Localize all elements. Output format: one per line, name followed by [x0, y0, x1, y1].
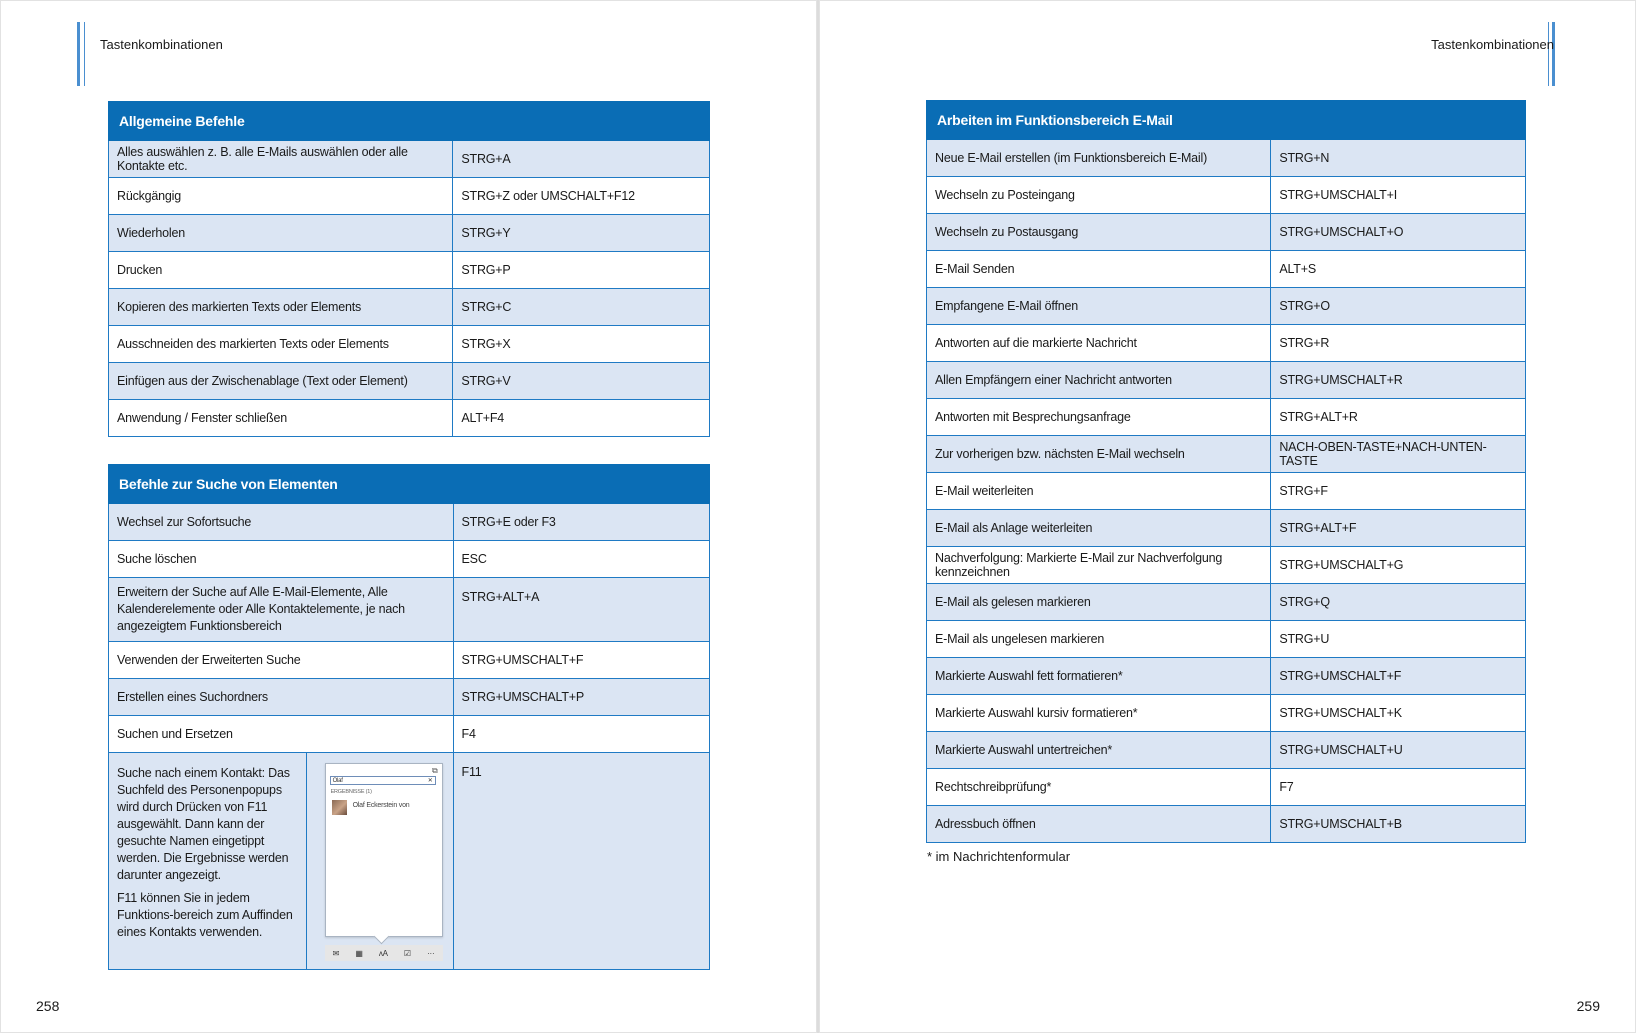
shortcut-keys: STRG+N [1271, 140, 1526, 177]
shortcut-action: Markierte Auswahl kursiv formatieren* [927, 695, 1271, 732]
people-popup [325, 763, 443, 937]
left-header-rule-thin [84, 22, 85, 86]
shortcut-keys: ESC [453, 541, 709, 578]
table-row [109, 504, 710, 541]
shortcut-keys: STRG+UMSCHALT+I [1271, 177, 1526, 214]
left-page [0, 0, 817, 1033]
table-row [927, 140, 1526, 177]
table-row [109, 289, 710, 326]
shortcut-action: E-Mail weiterleiten [927, 473, 1271, 510]
shortcut-keys: STRG+UMSCHALT+G [1271, 547, 1526, 584]
shortcut-keys: STRG+UMSCHALT+R [1271, 362, 1526, 399]
shortcut-action: Suche löschen [109, 541, 454, 578]
table-row [109, 400, 710, 437]
shortcut-action: Rechtschreibprüfung* [927, 769, 1271, 806]
shortcut-keys: ALT+S [1271, 251, 1526, 288]
mail-icon: ✉ [332, 948, 340, 958]
table-row [109, 326, 710, 363]
table-row [927, 547, 1526, 584]
shortcut-action: Empfangene E-Mail öffnen [927, 288, 1271, 325]
table-search-title: Befehle zur Suche von Elementen [109, 465, 710, 504]
table-row [927, 695, 1526, 732]
table-row [109, 541, 710, 578]
shortcut-action: Erweitern der Suche auf Alle E-Mail-Elemente, Alle Kalenderelemente oder Alle Kontaktelemente, je nach angezeigtem Funktionsbereich [109, 578, 454, 642]
shortcut-keys: STRG+UMSCHALT+F [453, 642, 709, 679]
popup-search-input [330, 776, 436, 785]
table-row [109, 141, 710, 178]
shortcut-keys: STRG+A [453, 141, 710, 178]
shortcut-keys: ALT+F4 [453, 400, 710, 437]
table-email-commands [926, 100, 1526, 843]
shortcut-action: Wiederholen [109, 215, 453, 252]
contact-search-text-1: Suche nach einem Kontakt: Das Suchfeld des Personenpopups wird durch Drücken von F11 ausgewählt. Dann kann der gesuchte Namen eingetippt werden. Die Ergebnisse werden darunter angezeigt. [117, 766, 290, 882]
popup-result-name: Olaf Eckerstein von [352, 802, 410, 809]
shortcut-keys: STRG+O [1271, 288, 1526, 325]
table-row [927, 621, 1526, 658]
shortcut-keys: F4 [453, 716, 709, 753]
table-general-title: Allgemeine Befehle [109, 102, 710, 141]
contact-search-keys: F11 [453, 753, 709, 970]
shortcut-action: Neue E-Mail erstellen (im Funktionsbereich E-Mail) [927, 140, 1271, 177]
contact-search-text-2: F11 können Sie in jedem Funktions-bereich zum Auffinden eines Kontakts verwenden. [117, 891, 293, 939]
shortcut-keys: STRG+X [453, 326, 710, 363]
popup-search-value: Olaf [332, 778, 343, 784]
tasks-icon: ☑ [403, 948, 411, 958]
people-popup-screenshot [306, 753, 453, 970]
table-row [927, 584, 1526, 621]
table-row [927, 769, 1526, 806]
table-row [927, 436, 1526, 473]
table-search-commands [108, 464, 710, 970]
shortcut-keys: F7 [1271, 769, 1526, 806]
table-row [109, 363, 710, 400]
more-icon: ··· [427, 948, 435, 958]
shortcut-keys: STRG+Z oder UMSCHALT+F12 [453, 178, 710, 215]
shortcut-action: Antworten mit Besprechungsanfrage [927, 399, 1271, 436]
shortcut-keys: STRG+E oder F3 [453, 504, 709, 541]
shortcut-action: E-Mail als Anlage weiterleiten [927, 510, 1271, 547]
shortcut-keys: STRG+ALT+F [1271, 510, 1526, 547]
shortcut-action: Markierte Auswahl untertreichen* [927, 732, 1271, 769]
shortcut-keys: NACH-OBEN-TASTE+NACH-UNTEN-TASTE [1271, 436, 1526, 473]
footnote: * im Nachrichtenformular [927, 849, 1071, 864]
table-row [927, 251, 1526, 288]
shortcut-action: E-Mail als ungelesen markieren [927, 621, 1271, 658]
shortcut-action: Kopieren des markierten Texts oder Elements [109, 289, 453, 326]
table-row [927, 399, 1526, 436]
running-head-left: Tastenkombinationen [100, 37, 223, 52]
navigation-bar [325, 945, 443, 961]
shortcut-action: E-Mail Senden [927, 251, 1271, 288]
left-header-rule [77, 22, 80, 86]
shortcut-keys: STRG+C [453, 289, 710, 326]
shortcut-keys: STRG+ALT+R [1271, 399, 1526, 436]
table-row [927, 362, 1526, 399]
table-row [927, 325, 1526, 362]
shortcut-action: Suchen und Ersetzen [109, 716, 454, 753]
shortcut-action: Verwenden der Erweiterten Suche [109, 642, 454, 679]
table-general-commands [108, 101, 710, 437]
table-email-title: Arbeiten im Funktionsbereich E-Mail [927, 101, 1526, 140]
shortcut-action: Allen Empfängern einer Nachricht antworten [927, 362, 1271, 399]
right-page [819, 0, 1636, 1033]
table-row [927, 806, 1526, 843]
table-row [109, 679, 710, 716]
shortcut-action: Drucken [109, 252, 453, 289]
right-header-rule-thin [1548, 22, 1549, 86]
running-head-right: Tastenkombinationen [1431, 37, 1554, 52]
contact-search-description [109, 753, 307, 970]
clear-icon: ✕ [427, 778, 433, 784]
table-row [927, 177, 1526, 214]
shortcut-keys: STRG+V [453, 363, 710, 400]
table-row [109, 178, 710, 215]
shortcut-action: Wechseln zu Postausgang [927, 214, 1271, 251]
shortcut-action: Adressbuch öffnen [927, 806, 1271, 843]
table-row-contact-search [109, 753, 710, 970]
table-row [927, 732, 1526, 769]
avatar [332, 800, 347, 815]
shortcut-keys: STRG+UMSCHALT+B [1271, 806, 1526, 843]
table-row [109, 215, 710, 252]
shortcut-keys: STRG+R [1271, 325, 1526, 362]
shortcut-action: Rückgängig [109, 178, 453, 215]
shortcut-keys: STRG+ALT+A [453, 578, 709, 642]
table-row [109, 578, 710, 642]
table-row [927, 658, 1526, 695]
people-icon: ʌA [378, 948, 388, 958]
shortcut-action: Nachverfolgung: Markierte E-Mail zur Nachverfolgung kennzeichnen [927, 547, 1271, 584]
shortcut-keys: STRG+Q [1271, 584, 1526, 621]
shortcut-action: Einfügen aus der Zwischenablage (Text oder Element) [109, 363, 453, 400]
shortcut-keys: STRG+F [1271, 473, 1526, 510]
shortcut-keys: STRG+UMSCHALT+F [1271, 658, 1526, 695]
table-row [927, 214, 1526, 251]
popup-tail [373, 929, 389, 945]
table-row [109, 642, 710, 679]
table-row [109, 716, 710, 753]
shortcut-keys: STRG+UMSCHALT+K [1271, 695, 1526, 732]
shortcut-action: Anwendung / Fenster schließen [109, 400, 453, 437]
table-row [927, 473, 1526, 510]
table-row [927, 288, 1526, 325]
shortcut-keys: STRG+UMSCHALT+O [1271, 214, 1526, 251]
shortcut-action: Antworten auf die markierte Nachricht [927, 325, 1271, 362]
right-header-rule [1552, 22, 1555, 86]
calendar-icon: ▦ [355, 948, 363, 958]
shortcut-action: E-Mail als gelesen markieren [927, 584, 1271, 621]
shortcut-keys: STRG+UMSCHALT+P [453, 679, 709, 716]
shortcut-keys: STRG+U [1271, 621, 1526, 658]
shortcut-action: Ausschneiden des markierten Texts oder Elements [109, 326, 453, 363]
shortcut-keys: STRG+P [453, 252, 710, 289]
shortcut-action: Erstellen eines Suchordners [109, 679, 454, 716]
shortcut-action: Wechseln zu Posteingang [927, 177, 1271, 214]
shortcut-keys: STRG+UMSCHALT+U [1271, 732, 1526, 769]
popup-results-label: ERGEBNISSE (1) [330, 789, 372, 795]
page-number-right: 259 [1576, 998, 1600, 1014]
page-number-left: 258 [36, 998, 60, 1014]
shortcut-action: Markierte Auswahl fett formatieren* [927, 658, 1271, 695]
shortcut-action: Zur vorherigen bzw. nächsten E-Mail wechseln [927, 436, 1271, 473]
table-row [927, 510, 1526, 547]
shortcut-keys: STRG+Y [453, 215, 710, 252]
table-row [109, 252, 710, 289]
expand-icon: ⧉ [432, 766, 438, 775]
shortcut-action: Wechsel zur Sofortsuche [109, 504, 454, 541]
shortcut-action: Alles auswählen z. B. alle E-Mails auswählen oder alle Kontakte etc. [109, 141, 453, 178]
